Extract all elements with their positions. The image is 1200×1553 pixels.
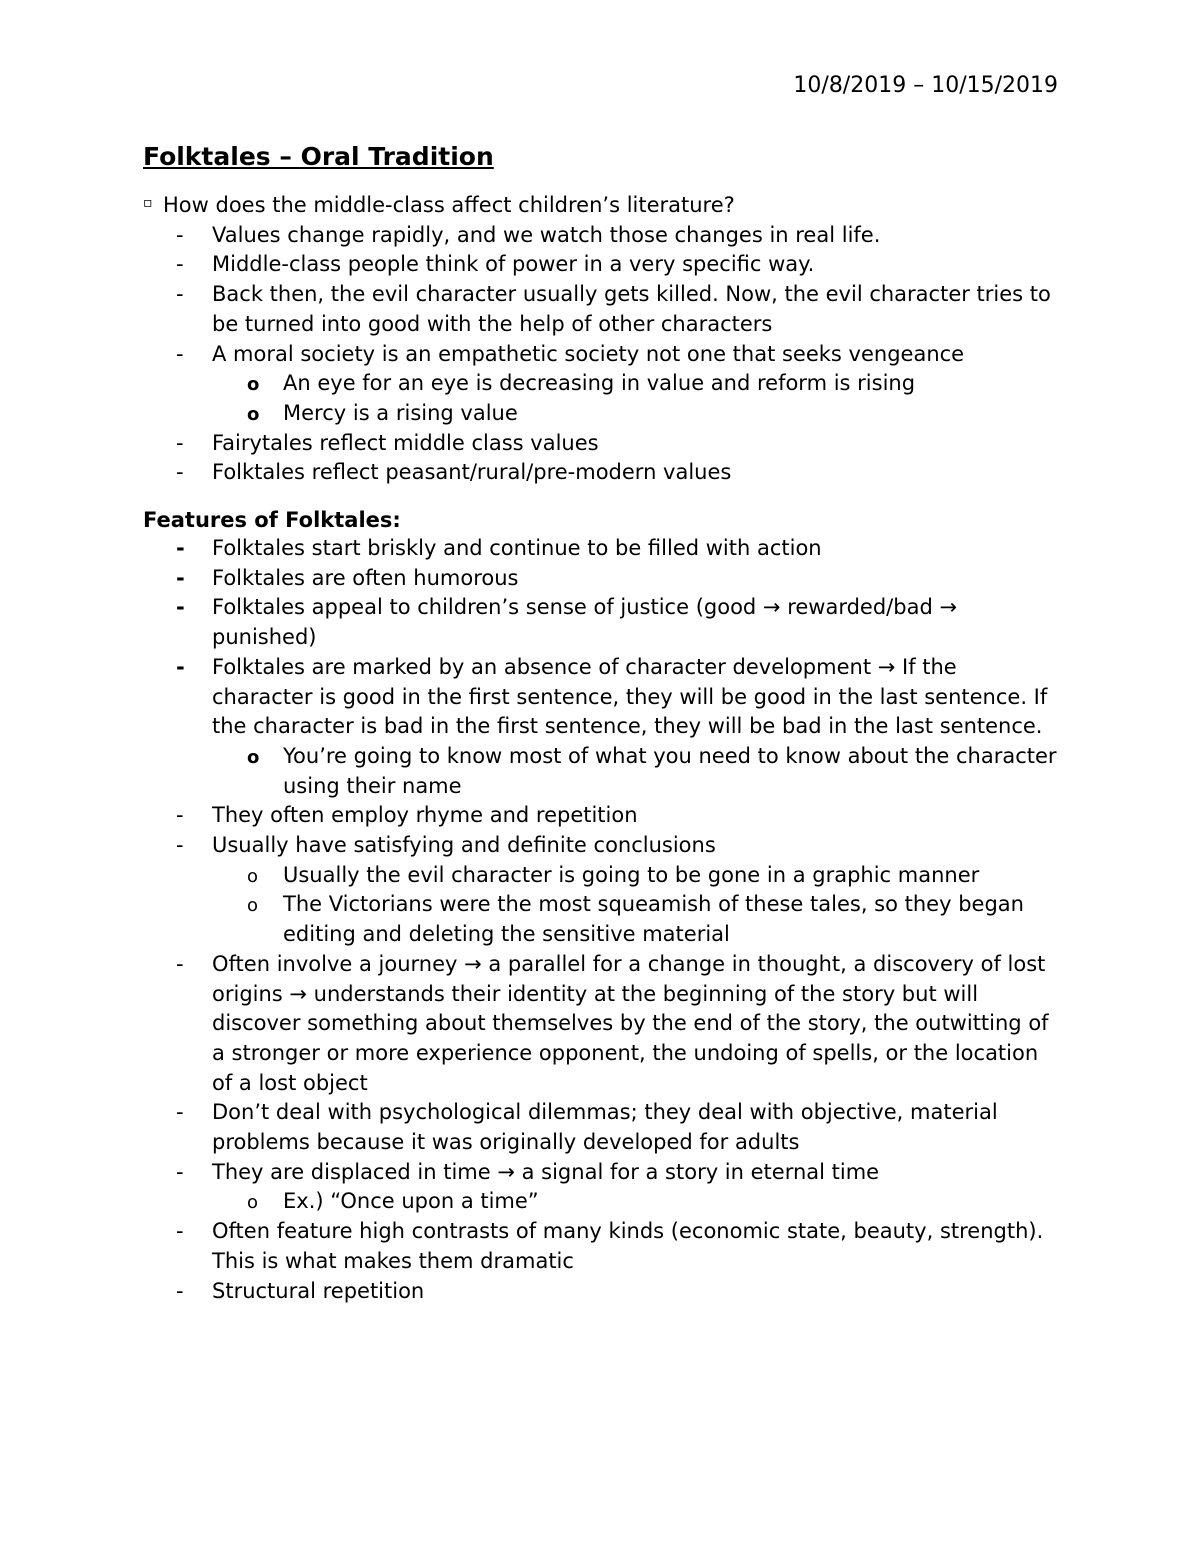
- dash-bullet-icon: -: [176, 1219, 184, 1244]
- list-item: [0, 1098, 1062, 1157]
- list-item: [0, 831, 1062, 861]
- dash-bullet-icon: -: [176, 1278, 184, 1303]
- sub-list-item-text: You’re going to know most of what you need to know about the character using their name: [283, 743, 1057, 798]
- question-text: How does the middle-class affect children’s literature?: [163, 193, 735, 217]
- sub-list-item: [0, 399, 1063, 429]
- dash-bullet-icon: -: [176, 341, 184, 366]
- list-item-text: Fairytales reflect middle class values: [212, 430, 599, 455]
- list-item-text: Folktales start briskly and continue to be filled with action: [212, 536, 822, 560]
- sub-list-item-text: Usually the evil character is going to be gone in a graphic manner: [283, 862, 980, 887]
- question-item: [0, 191, 1063, 221]
- list-item-text: Often feature high contrasts of many kinds (economic state, beauty, strength). This is what makes them dramatic: [212, 1219, 1044, 1273]
- circle-bullet-icon: o: [247, 403, 260, 425]
- dash-bullet-icon: -: [176, 222, 184, 247]
- list-item-text: Folktales reflect peasant/rural/pre-modern values: [212, 460, 732, 485]
- sub-list-item-text: An eye for an eye is decreasing in value and reform is rising: [283, 371, 916, 396]
- dash-bullet-icon: -: [176, 1100, 184, 1125]
- sub-list-item-text: Ex.) “Once upon a time”: [283, 1189, 539, 1214]
- date-range: 10/8/2019 – 10/15/2019: [793, 73, 1058, 98]
- dash-bullet-icon: -: [176, 654, 185, 679]
- sub-list-item: [0, 369, 1063, 399]
- dash-bullet-icon: -: [176, 1159, 184, 1184]
- list-item-text: They often employ rhyme and repetition: [212, 803, 638, 828]
- list-item: [0, 1217, 1062, 1276]
- list-item-text: They are displaced in time → a signal for a story in eternal time: [212, 1159, 880, 1184]
- list-item-text: Values change rapidly, and we watch those changes in real life.: [212, 222, 881, 247]
- list-item-text: Folktales appeal to children’s sense of justice (good → rewarded/bad → punished): [212, 595, 958, 650]
- page-title: Folktales – Oral Tradition: [143, 142, 494, 171]
- list-item-text: Back then, the evil character usually gets killed. Now, the evil character tries to be turned into good with the help of other characters: [212, 282, 1051, 336]
- dash-bullet-icon: -: [176, 565, 185, 590]
- list-item: [0, 1277, 1062, 1307]
- sub-list-item-text: Mercy is a rising value: [283, 400, 518, 425]
- circle-bullet-icon: o: [247, 895, 259, 917]
- list-item: [0, 340, 1062, 370]
- list-item-text: A moral society is an empathetic society not one that seeks vengeance: [212, 341, 965, 366]
- sub-list-item: [0, 1187, 1063, 1217]
- list-item-text: Often involve a journey → a parallel for a change in thought, a discovery of lost origins → understands their identity at the beginning of the story but will discover something about themselves by the end of the story, the outwitting of a stronger or more experience opponent, the undoing of spells, or the location of a lost object: [212, 951, 1049, 1095]
- circle-bullet-icon: o: [247, 374, 260, 396]
- list-item: [0, 458, 1062, 488]
- sub-list-item-text: The Victorians were the most squeamish of these tales, so they began editing and deleting the sensitive material: [283, 892, 1024, 947]
- dash-bullet-icon: -: [176, 460, 184, 485]
- list-item-text: Usually have satisfying and definite conclusions: [212, 833, 716, 858]
- list-item: [0, 1158, 1062, 1188]
- sub-list-item: [0, 742, 1063, 801]
- list-item: [0, 950, 1062, 1099]
- list-item: [0, 250, 1062, 280]
- circle-bullet-icon: o: [247, 1192, 259, 1214]
- list-item-text: Folktales are marked by an absence of character development → If the character is good in the first sentence, they will be good in the last sentence. If the character is bad in the first sentence, they will be bad in the last sentence.: [212, 654, 1048, 739]
- sub-list-item: [0, 861, 1063, 891]
- sub-list-item: [0, 890, 1063, 949]
- list-item: [0, 564, 1062, 594]
- features-list: [0, 534, 1200, 1306]
- list-item: [0, 801, 1062, 831]
- list-item-text: Middle-class people think of power in a very specific way.: [212, 252, 815, 277]
- list-item: [0, 653, 1062, 742]
- list-item-text: Don’t deal with psychological dilemmas; they deal with objective, material problems because it was originally developed for adults: [212, 1100, 998, 1155]
- dash-bullet-icon: -: [176, 595, 185, 620]
- middle-class-notes: [0, 191, 1200, 488]
- section-heading: Features of Folktales:: [143, 508, 401, 532]
- list-item: [0, 280, 1062, 339]
- circle-bullet-icon: o: [247, 865, 259, 887]
- list-item: [0, 534, 1062, 564]
- list-item: [0, 593, 1062, 652]
- dash-bullet-icon: -: [176, 282, 184, 307]
- list-item-text: Structural repetition: [212, 1278, 425, 1303]
- dash-bullet-icon: -: [176, 803, 184, 828]
- list-item-text: Folktales are often humorous: [212, 565, 519, 590]
- dash-bullet-icon: -: [176, 536, 185, 560]
- dash-bullet-icon: -: [176, 252, 184, 277]
- small-square-bullet-icon: ▫: [143, 195, 153, 211]
- dash-bullet-icon: -: [176, 430, 184, 455]
- list-item: [0, 221, 1062, 251]
- dash-bullet-icon: -: [176, 833, 184, 858]
- list-item: [0, 429, 1062, 459]
- circle-bullet-icon: o: [247, 746, 260, 768]
- dash-bullet-icon: -: [176, 951, 184, 976]
